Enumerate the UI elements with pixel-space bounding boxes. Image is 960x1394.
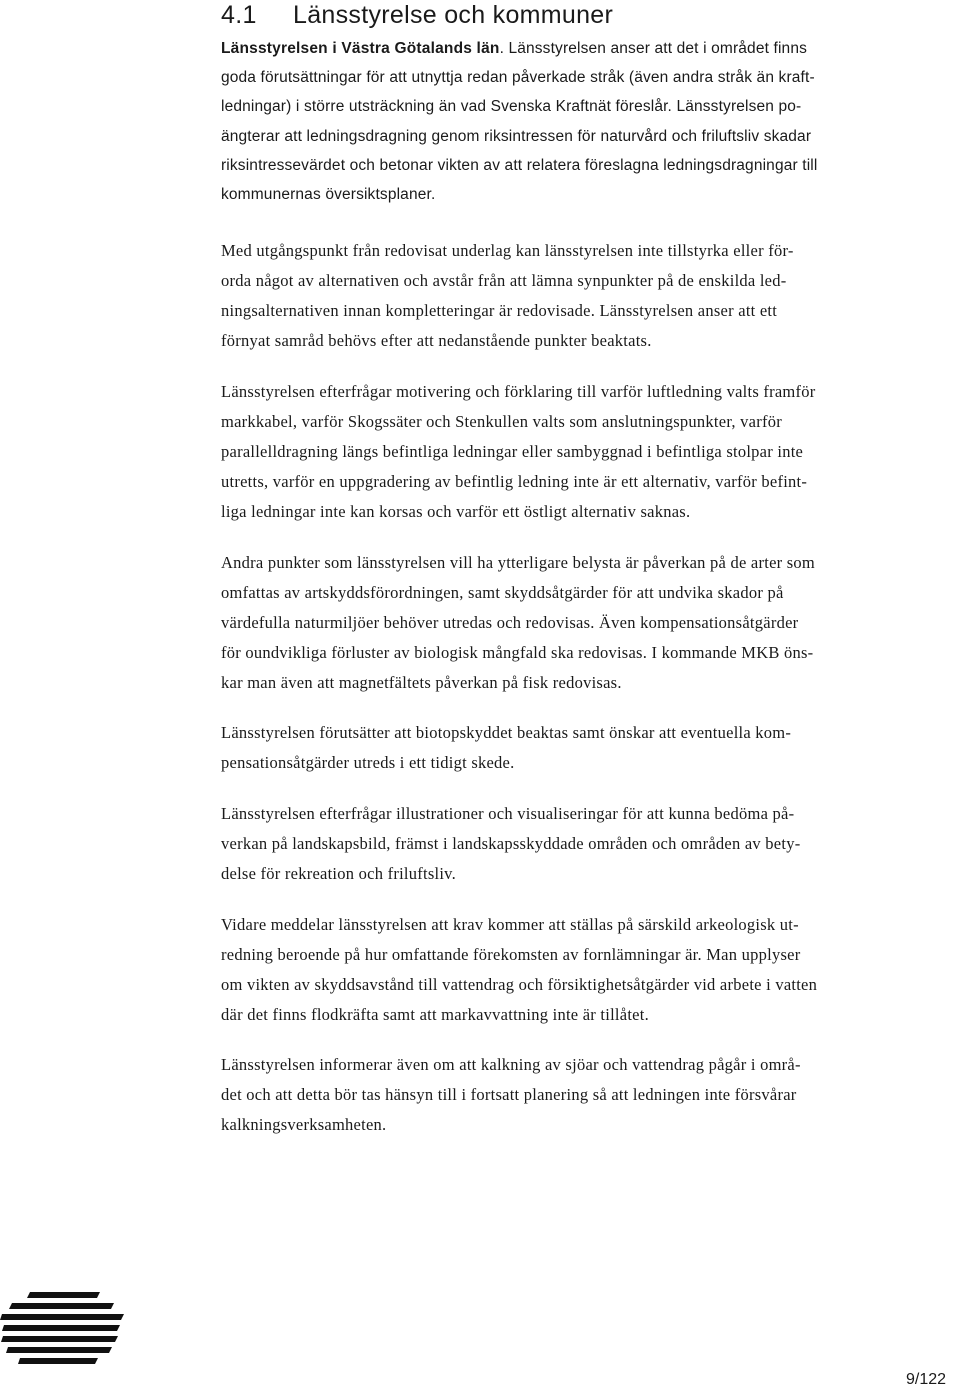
page-number: 9/122 xyxy=(906,1371,947,1388)
text-line: Länsstyrelsen efterfrågar illustrationer och visualiseringar för att kunna bedöma på- xyxy=(221,804,795,823)
text-line: Med utgångspunkt från redovisat underlag kan länsstyrelsen inte tillstyrka eller för- xyxy=(221,241,794,260)
text-line: verkan på landskapsbild, främst i landskapsskyddade områden och områden av bety- xyxy=(221,834,801,853)
text-line: omfattas av artskyddsförordningen, samt skyddsåtgärder för att undvika skador på xyxy=(221,583,784,602)
logo-stripes-icon xyxy=(0,1290,125,1370)
paragraph-4 xyxy=(221,548,960,698)
paragraph-1 xyxy=(221,34,960,209)
text-line: ängterar att ledningsdragning genom riksintressen för naturvård och friluftsliv skadar xyxy=(221,127,812,145)
text-line: goda förutsättningar för att utnyttja redan påverkade stråk (även andra stråk än kraft- xyxy=(221,69,815,87)
text-line: kar man även att magnetfältets påverkan på fisk redovisas. xyxy=(221,673,622,692)
section-title: Länsstyrelse och kommuner xyxy=(293,1,614,29)
section-number: 4.1 xyxy=(221,1,257,29)
text-line: riksintressevärdet och betonar vikten av att relatera föreslagna ledningsdragningar till xyxy=(221,156,818,174)
paragraph-2 xyxy=(221,236,960,356)
text-line: delse för rekreation och friluftsliv. xyxy=(221,864,456,883)
text-line: Vidare meddelar länsstyrelsen att krav kommer att ställas på särskild arkeologisk ut- xyxy=(221,915,799,934)
text-line: förnyat samråd behövs efter att nedanstående punkter beaktats. xyxy=(221,331,652,350)
text-line: där det finns flodkräfta samt att markavvattning inte är tillåtet. xyxy=(221,1005,649,1024)
text-line: för oundvikliga förluster av biologisk mångfald ska redovisas. I kommande MKB öns- xyxy=(221,643,814,662)
text-line: ningsalternativen innan kompletteringar är redovisade. Länsstyrelsen anser att ett xyxy=(221,301,778,320)
text-line: orda något av alternativen och avstår från att lämna synpunkter på de enskilda led- xyxy=(221,271,787,290)
paragraph-3 xyxy=(221,377,960,527)
text-line: liga ledningar inte kan korsas och varför ett östligt alternativ saknas. xyxy=(221,502,691,521)
text-line: kommunernas översiktsplaner. xyxy=(221,186,436,204)
text-line: redning beroende på hur omfattande förekomsten av fornlämningar är. Man upplyser xyxy=(221,945,801,964)
text-line: pensationsåtgärder utreds i ett tidigt skede. xyxy=(221,753,515,772)
text-line: markkabel, varför Skogssäter och Stenkullen valts som anslutningspunkter, varför xyxy=(221,412,782,431)
text-line: Länsstyrelsen informerar även om att kalkning av sjöar och vattendrag pågår i områ- xyxy=(221,1055,801,1074)
text-line: kalkningsverksamheten. xyxy=(221,1115,387,1134)
paragraph-lead: Länsstyrelsen i Västra Götalands län xyxy=(221,40,500,57)
text-line: ledningar) i större utsträckning än vad Svenska Kraftnät föreslår. Länsstyrelsen po- xyxy=(221,98,802,116)
paragraph-7 xyxy=(221,910,960,1030)
text-line: utretts, varför en uppgradering av befintlig ledning inte är ett alternativ, varför befint- xyxy=(221,472,808,491)
section-heading xyxy=(221,0,613,30)
text-line: Andra punkter som länsstyrelsen vill ha ytterligare belysta är påverkan på de arter som xyxy=(221,553,816,572)
paragraph-5 xyxy=(221,718,960,778)
text-line: värdefulla naturmiljöer behöver utredas och redovisas. Även kompensationsåtgärder xyxy=(221,613,799,632)
paragraph-8 xyxy=(221,1050,960,1140)
text-line: det och att detta bör tas hänsyn till i fortsatt planering så att ledningen inte försvårar xyxy=(221,1085,797,1104)
text-line: parallelldragning längs befintliga ledningar eller sambyggnad i befintliga stolpar inte xyxy=(221,442,804,461)
text-line xyxy=(221,34,960,63)
paragraph-6 xyxy=(221,799,960,889)
text-line: Länsstyrelsen efterfrågar motivering och förklaring till varför luftledning valts framför xyxy=(221,382,816,401)
text-run: . Länsstyrelsen anser att det i området finns xyxy=(499,40,807,57)
text-line: om vikten av skyddsavstånd till vattendrag och försiktighetsåtgärder vid arbete i vatten xyxy=(221,975,818,994)
text-line: Länsstyrelsen förutsätter att biotopskyddet beaktas samt önskar att eventuella kom- xyxy=(221,723,792,742)
